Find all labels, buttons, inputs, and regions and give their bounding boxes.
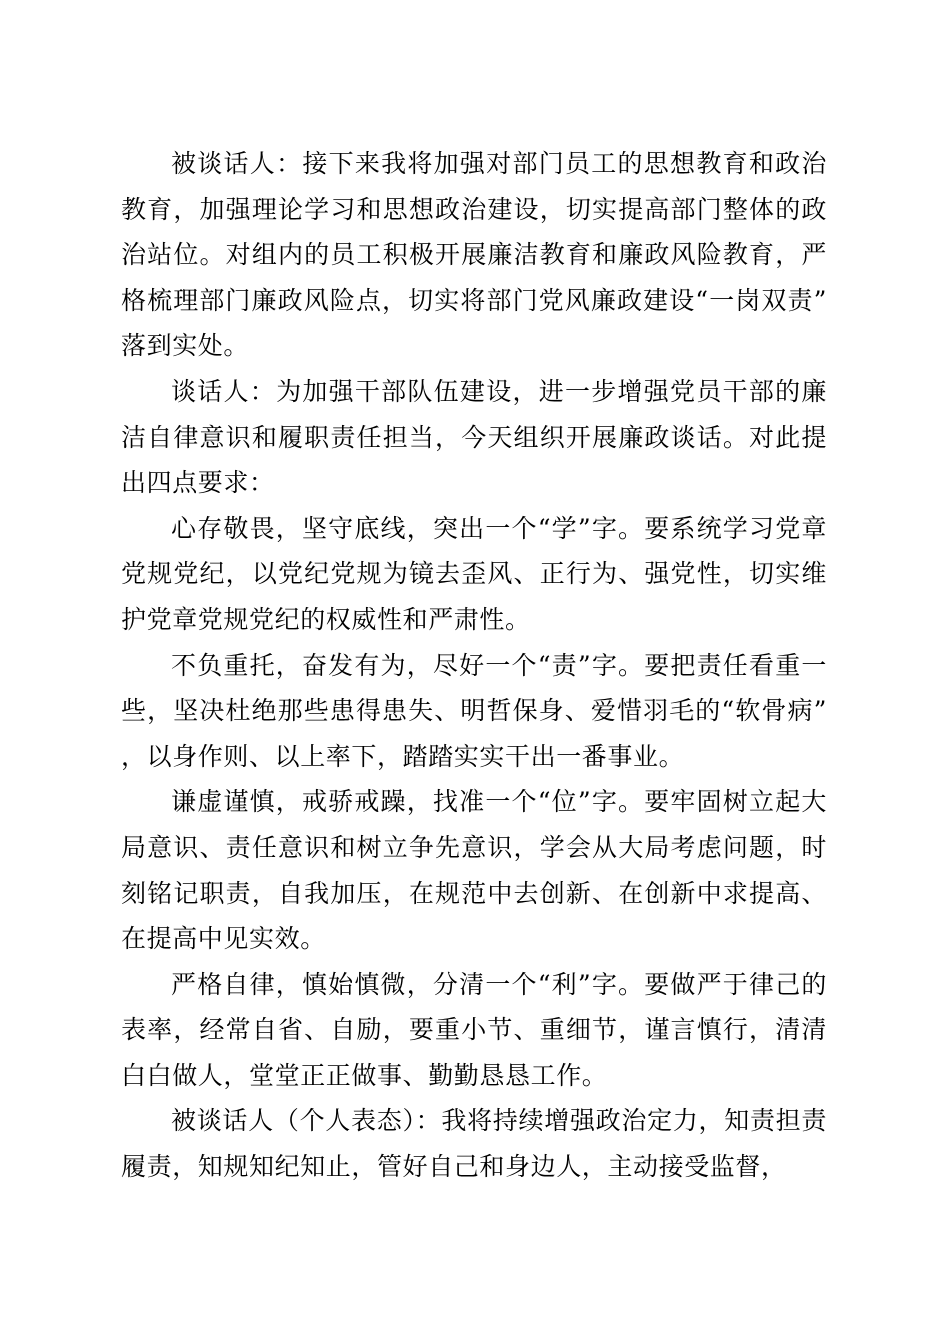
paragraph-requirement-study: 心存敬畏，坚守底线，突出一个“学”字。要系统学习党章党规党纪，以党纪党规为镜去歪风、正行为、强党性，切实维护党章党规党纪的权威性和严肃性。 (121, 513, 827, 634)
paragraph-interviewer-intro: 谈话人：为加强干部队伍建设，进一步增强党员干部的廉洁自律意识和履职责任担当，今天组织开展廉政谈话。对此提出四点要求： (121, 376, 827, 498)
document-body (121, 141, 827, 1190)
paragraph-requirement-position: 谦虚谨慎，戒骄戒躁，找准一个“位”字。要牢固树立起大局意识、责任意识和树立争先意识，学会从大局考虑问题，时刻铭记职责，自我加压，在规范中去创新、在创新中求提高、在提高中见实效。 (121, 787, 827, 954)
paragraph-interviewee-statement: 被谈话人（个人表态）：我将持续增强政治定力，知责担责履责，知规知纪知止，管好自己和身边人，主动接受监督， (121, 1106, 827, 1182)
paragraph-requirement-responsibility: 不负重托，奋发有为，尽好一个“责”字。要把责任看重一些，坚决杜绝那些患得患失、明哲保身、爱惜羽毛的“软骨病”，以身作则、以上率下，踏踏实实干出一番事业。 (121, 650, 827, 771)
paragraph-requirement-interest: 严格自律，慎始慎微，分清一个“利”字。要做严于律己的表率，经常自省、自励，要重小节、重细节，谨言慎行，清清白白做人，堂堂正正做事、勤勤恳恳工作。 (121, 969, 827, 1090)
paragraph-interviewee-response: 被谈话人：接下来我将加强对部门员工的思想教育和政治教育，加强理论学习和思想政治建设，切实提高部门整体的政治站位。对组内的员工积极开展廉洁教育和廉政风险教育，严格梳理部门廉政风险点，切实将部门党风廉政建设“一岗双责”落到实处。 (121, 149, 827, 361)
